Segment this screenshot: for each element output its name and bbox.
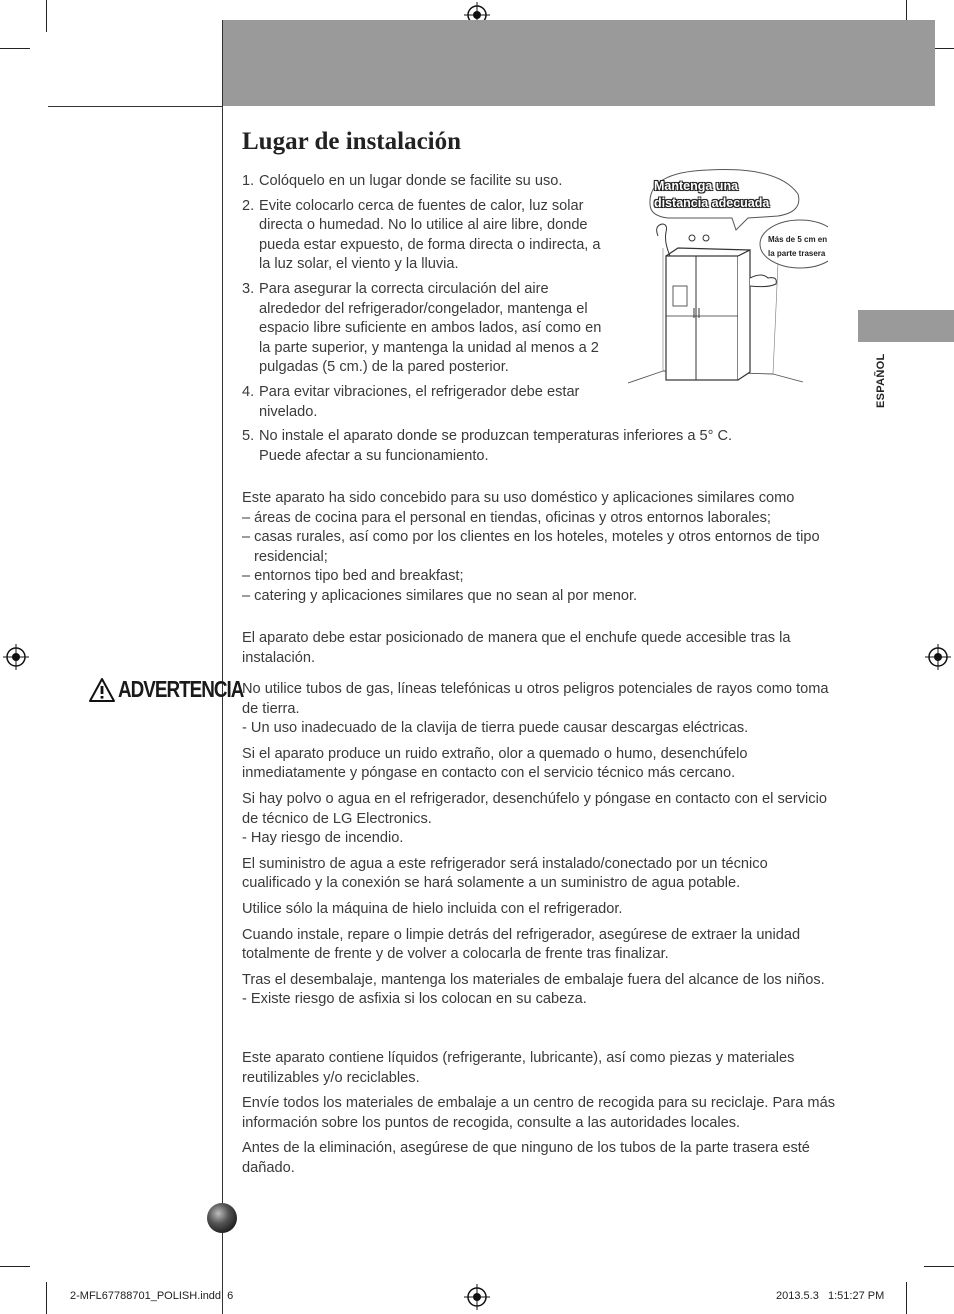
warning-item: El suministro de agua a este refrigerador será instalado/conectado por un técnico cualificado y la conexión se hará solamente a un suministro de agua potable. xyxy=(242,855,768,892)
list-item: 2. Evite colocarlo cerca de fuentes de calor, luz solar directa o humedad. No lo utilice al aire libre, donde pueda estar expuesto, de forma directa o indirecta, a la luz solar, el viento y la lluvia. xyxy=(242,197,601,273)
page-title: Lugar de instalación xyxy=(242,128,462,155)
bubble-text-line2: distancia adecuada xyxy=(654,196,770,210)
disposal-section xyxy=(242,1049,840,1179)
warning-item: - Hay riesgo de incendio. xyxy=(242,830,404,847)
bubble-text-line1: Mantenga una xyxy=(654,179,739,193)
registration-mark-icon xyxy=(925,644,951,670)
warning-item: Cuando instale, repare o limpie detrás del refrigerador, asegúrese de extraer la unidad totalmente de frente y de volver a colocarla de frente tras finalizar. xyxy=(242,926,801,963)
language-tab xyxy=(858,310,954,342)
footer-filename: 2-MFL67788701_POLISH.indd xyxy=(70,1290,222,1302)
warning-item: Si hay polvo o agua en el refrigerador, desenchúfelo y póngase en contacto con el servicio de técnico de LG Electronics. xyxy=(242,790,827,827)
installation-illustration xyxy=(628,168,828,392)
warning-triangle-icon xyxy=(88,677,116,703)
footer-page: 6 xyxy=(227,1290,234,1302)
warning-item: - Existe riesgo de asfixia si los colocan en su cabeza. xyxy=(242,991,587,1008)
list-item: 4. Para evitar vibraciones, el refrigerador debe estar nivelado. xyxy=(242,383,580,420)
warning-item: No utilice tubos de gas, líneas telefónicas u otros peligros potenciales de rayos como toma de tierra. xyxy=(242,681,829,717)
usage-section xyxy=(242,489,840,607)
list-item: 5. No instale el aparato donde se produzcan temperaturas inferiores a 5° C. Puede afectar a su funcionamiento. xyxy=(242,428,733,464)
footer-timestamp xyxy=(776,1290,884,1302)
disposal-item: Este aparato contiene líquidos (refrigerante, lubricante), así como piezas y materiales reutilizables y/o reciclables. xyxy=(242,1050,795,1086)
note-text-line2: la parte trasera xyxy=(768,249,826,258)
header-band xyxy=(222,20,935,106)
warning-item: Utilice sólo la máquina de hielo incluida con el refrigerador. xyxy=(242,900,623,917)
usage-item: – entornos tipo bed and breakfast; xyxy=(242,568,464,585)
language-label: ESPAÑOL xyxy=(875,353,887,408)
crop-mark xyxy=(46,0,47,32)
crop-mark xyxy=(0,48,30,49)
usage-intro: Este aparato ha sido concebido para su uso doméstico y aplicaciones similares como xyxy=(242,490,795,506)
usage-item: – áreas de cocina para el personal en tiendas, oficinas y otros entornos laborales; xyxy=(242,509,771,526)
footer-date: 2013.5.3 xyxy=(776,1290,819,1302)
crop-mark xyxy=(924,1266,954,1267)
footer-file-info xyxy=(70,1290,233,1302)
warnings-section xyxy=(242,680,840,1010)
disposal-item: Antes de la eliminación, asegúrese de que ninguno de los tubos de la parte trasera esté dañado. xyxy=(242,1140,810,1176)
crop-mark xyxy=(906,1282,907,1314)
crop-mark xyxy=(46,1282,47,1314)
disposal-item: Envíe todos los materiales de embalaje a un centro de recogida para su reciclaje. Para más información sobre los puntos de recogida, consulte a las autoridades locales. xyxy=(242,1095,835,1131)
warning-item: - Un uso inadecuado de la clavija de tierra puede causar descargas eléctricas. xyxy=(242,720,749,737)
list-item: 1. Colóquelo en un lugar donde se facilite su uso. xyxy=(242,173,563,189)
registration-mark-icon xyxy=(464,1284,490,1310)
plug-note: El aparato debe estar posicionado de manera que el enchufe quede accesible tras la instalación. xyxy=(242,630,791,666)
warning-item: Si el aparato produce un ruido extraño, olor a quemado o humo, desenchúfelo inmediatamente y póngase en contacto con el servicio técnico más cercano. xyxy=(242,745,748,782)
note-text-line1: Más de 5 cm en xyxy=(768,235,828,244)
usage-item: – catering y aplicaciones similares que no sean al por menor. xyxy=(242,587,638,604)
header-rule xyxy=(48,106,223,107)
warning-label: ADVERTENCIA xyxy=(118,676,244,702)
registration-mark-icon xyxy=(3,644,29,670)
usage-item: – casas rurales, así como por los clientes en los hoteles, moteles y otros entornos de tipo residencial; xyxy=(242,529,820,565)
warning-item: Tras el desembalaje, mantenga los materiales de embalaje fuera del alcance de los niños. xyxy=(242,971,825,988)
footer-time: 1:51:27 PM xyxy=(828,1290,885,1302)
crop-mark xyxy=(0,1266,30,1267)
list-item: 3. Para asegurar la correcta circulación del aire alrededor del refrigerador/congelador, mantenga el espacio libre suficiente en ambos lados, así como en la parte superior, y mantenga la unidad al menos a 2 pulgadas (5 cm.) de la pared posterior. xyxy=(242,280,602,376)
page-marker xyxy=(207,1203,237,1233)
column-divider xyxy=(222,20,223,1314)
